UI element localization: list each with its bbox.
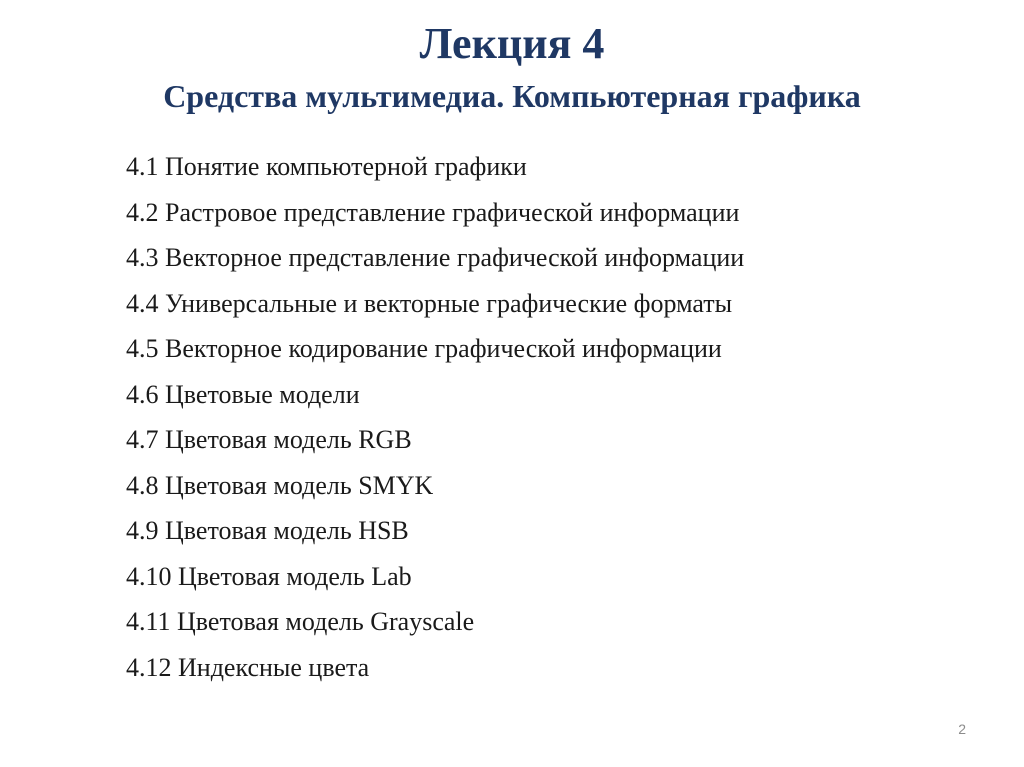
toc-item-4-8: 4.8 Цветовая модель SMYK: [126, 470, 434, 500]
slide-subtitle: Средства мультимедиа. Компьютерная графика: [163, 78, 861, 114]
toc-item-4-10: 4.10 Цветовая модель Lab: [126, 561, 412, 591]
page-number: 2: [958, 721, 966, 737]
toc-item-4-11: 4.11 Цветовая модель Grayscale: [126, 607, 475, 636]
toc-item-4-7: 4.7 Цветовая модель RGB: [126, 425, 412, 454]
toc-item-4-4: 4.4 Универсальные и векторные графические форматы: [126, 288, 733, 318]
toc-item-4-6: 4.6 Цветовые модели: [126, 379, 360, 409]
toc-item-4-9: 4.9 Цветовая модель HSB: [126, 516, 409, 545]
toc-item-4-3: 4.3 Векторное представление графической информации: [126, 243, 745, 272]
toc-item-4-2: 4.2 Растровое представление графической информации: [126, 197, 740, 227]
slide-title: Лекция 4: [419, 19, 605, 68]
toc-item-4-5: 4.5 Векторное кодирование графической информации: [126, 334, 722, 363]
table-of-contents: [126, 147, 926, 693]
toc-item-4-1: 4.1 Понятие компьютерной графики: [126, 152, 527, 181]
toc-item-4-12: 4.12 Индексные цвета: [126, 652, 370, 682]
